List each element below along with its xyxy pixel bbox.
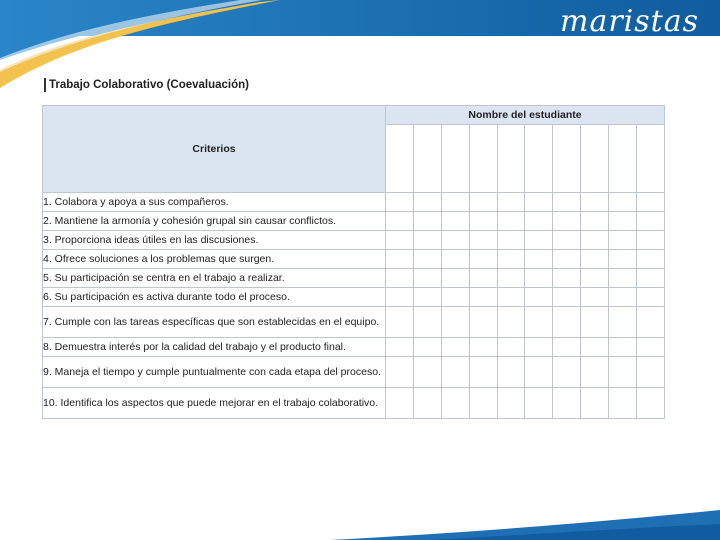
score-cell[interactable]	[553, 338, 581, 357]
student-name-cell[interactable]	[497, 125, 525, 193]
score-cell[interactable]	[553, 250, 581, 269]
score-cell[interactable]	[497, 193, 525, 212]
criterion-text: 4. Ofrece soluciones a los problemas que surgen.	[43, 250, 386, 269]
score-cell[interactable]	[469, 388, 497, 419]
coevaluation-table	[42, 105, 665, 419]
score-cell[interactable]	[609, 388, 637, 419]
criterion-text: 9. Maneja el tiempo y cumple puntualmente con cada etapa del proceso.	[43, 357, 386, 388]
score-cell[interactable]	[413, 388, 441, 419]
score-cell[interactable]	[553, 357, 581, 388]
score-cell[interactable]	[497, 250, 525, 269]
score-cell[interactable]	[441, 338, 469, 357]
score-cell[interactable]	[413, 288, 441, 307]
score-cell[interactable]	[581, 307, 609, 338]
score-cell[interactable]	[386, 231, 414, 250]
score-cell[interactable]	[553, 193, 581, 212]
student-name-cell[interactable]	[441, 125, 469, 193]
score-cell[interactable]	[497, 388, 525, 419]
criteria-body	[43, 193, 665, 419]
score-cell[interactable]	[497, 231, 525, 250]
score-cell[interactable]	[637, 288, 665, 307]
score-cell[interactable]	[386, 357, 414, 388]
score-cell[interactable]	[553, 231, 581, 250]
score-cell[interactable]	[609, 250, 637, 269]
score-cell[interactable]	[525, 388, 553, 419]
criterion-text: 5. Su participación se centra en el trabajo a realizar.	[43, 269, 386, 288]
score-cell[interactable]	[581, 269, 609, 288]
score-cell[interactable]	[637, 212, 665, 231]
score-cell[interactable]	[525, 193, 553, 212]
criterion-text: 8. Demuestra interés por la calidad del trabajo y el producto final.	[43, 338, 386, 357]
score-cell[interactable]	[609, 307, 637, 338]
student-name-header: Nombre del estudiante	[386, 106, 665, 125]
score-cell[interactable]	[637, 250, 665, 269]
score-cell[interactable]	[497, 357, 525, 388]
criterion-row	[43, 193, 665, 212]
student-name-cell[interactable]	[413, 125, 441, 193]
score-cell[interactable]	[637, 307, 665, 338]
score-cell[interactable]	[469, 357, 497, 388]
score-cell[interactable]	[413, 338, 441, 357]
score-cell[interactable]	[637, 269, 665, 288]
score-cell[interactable]	[581, 250, 609, 269]
score-cell[interactable]	[497, 307, 525, 338]
score-cell[interactable]	[581, 193, 609, 212]
score-cell[interactable]	[469, 250, 497, 269]
score-cell[interactable]	[469, 231, 497, 250]
score-cell[interactable]	[441, 307, 469, 338]
document-title: Trabajo Colaborativo (Coevaluación)	[44, 78, 249, 92]
score-cell[interactable]	[413, 212, 441, 231]
student-name-cell[interactable]	[581, 125, 609, 193]
score-cell[interactable]	[386, 269, 414, 288]
criterion-text: 6. Su participación es activa durante todo el proceso.	[43, 288, 386, 307]
score-cell[interactable]	[637, 193, 665, 212]
score-cell[interactable]	[386, 338, 414, 357]
score-cell[interactable]	[581, 357, 609, 388]
criterion-text: 7. Cumple con las tareas específicas que son establecidas en el equipo.	[43, 307, 386, 338]
student-name-cell[interactable]	[386, 125, 414, 193]
criterion-row	[43, 288, 665, 307]
score-cell[interactable]	[441, 357, 469, 388]
score-cell[interactable]	[413, 357, 441, 388]
criterion-row	[43, 307, 665, 338]
score-cell[interactable]	[413, 307, 441, 338]
score-cell[interactable]	[441, 193, 469, 212]
criterion-text: 3. Proporciona ideas útiles en las discusiones.	[43, 231, 386, 250]
student-name-cell[interactable]	[609, 125, 637, 193]
score-cell[interactable]	[609, 193, 637, 212]
student-name-cell[interactable]	[525, 125, 553, 193]
score-cell[interactable]	[553, 288, 581, 307]
score-cell[interactable]	[609, 288, 637, 307]
criterion-row	[43, 250, 665, 269]
score-cell[interactable]	[441, 269, 469, 288]
score-cell[interactable]	[413, 193, 441, 212]
maristas-logo: maristas	[560, 4, 700, 39]
score-cell[interactable]	[525, 250, 553, 269]
criterion-row	[43, 357, 665, 388]
score-cell[interactable]	[441, 250, 469, 269]
criterion-row	[43, 269, 665, 288]
score-cell[interactable]	[469, 269, 497, 288]
score-cell[interactable]	[609, 338, 637, 357]
score-cell[interactable]	[386, 193, 414, 212]
score-cell[interactable]	[609, 357, 637, 388]
criterion-row	[43, 212, 665, 231]
criterion-row	[43, 338, 665, 357]
score-cell[interactable]	[637, 388, 665, 419]
score-cell[interactable]	[386, 288, 414, 307]
score-cell[interactable]	[637, 231, 665, 250]
footer-band	[0, 500, 720, 540]
score-cell[interactable]	[386, 250, 414, 269]
score-cell[interactable]	[609, 269, 637, 288]
score-cell[interactable]	[386, 388, 414, 419]
score-cell[interactable]	[637, 338, 665, 357]
score-cell[interactable]	[525, 269, 553, 288]
table-header-row	[43, 106, 665, 125]
score-cell[interactable]	[581, 231, 609, 250]
criterion-row	[43, 231, 665, 250]
score-cell[interactable]	[469, 193, 497, 212]
score-cell[interactable]	[469, 212, 497, 231]
criterion-row	[43, 388, 665, 419]
criterion-text: 2. Mantiene la armonía y cohesión grupal sin causar conflictos.	[43, 212, 386, 231]
criterion-text: 1. Colabora y apoya a sus compañeros.	[43, 193, 386, 212]
score-cell[interactable]	[469, 338, 497, 357]
score-cell[interactable]	[525, 288, 553, 307]
score-cell[interactable]	[413, 269, 441, 288]
score-cell[interactable]	[581, 288, 609, 307]
score-cell[interactable]	[581, 212, 609, 231]
criterion-text: 10. Identifica los aspectos que puede mejorar en el trabajo colaborativo.	[43, 388, 386, 419]
score-cell[interactable]	[609, 212, 637, 231]
score-cell[interactable]	[386, 212, 414, 231]
score-cell[interactable]	[497, 288, 525, 307]
score-cell[interactable]	[469, 288, 497, 307]
score-cell[interactable]	[525, 212, 553, 231]
score-cell[interactable]	[609, 231, 637, 250]
score-cell[interactable]	[441, 231, 469, 250]
score-cell[interactable]	[386, 307, 414, 338]
score-cell[interactable]	[581, 388, 609, 419]
score-cell[interactable]	[525, 231, 553, 250]
score-cell[interactable]	[553, 307, 581, 338]
score-cell[interactable]	[497, 338, 525, 357]
score-cell[interactable]	[413, 231, 441, 250]
score-cell[interactable]	[525, 338, 553, 357]
score-cell[interactable]	[469, 307, 497, 338]
score-cell[interactable]	[637, 357, 665, 388]
student-name-cell[interactable]	[469, 125, 497, 193]
score-cell[interactable]	[525, 357, 553, 388]
score-cell[interactable]	[497, 212, 525, 231]
score-cell[interactable]	[441, 388, 469, 419]
score-cell[interactable]	[581, 338, 609, 357]
score-cell[interactable]	[525, 307, 553, 338]
score-cell[interactable]	[553, 212, 581, 231]
criteria-header: Criterios	[43, 106, 386, 193]
score-cell[interactable]	[441, 212, 469, 231]
student-name-cell[interactable]	[553, 125, 581, 193]
score-cell[interactable]	[553, 269, 581, 288]
score-cell[interactable]	[553, 388, 581, 419]
score-cell[interactable]	[441, 288, 469, 307]
score-cell[interactable]	[497, 269, 525, 288]
score-cell[interactable]	[413, 250, 441, 269]
student-name-cell[interactable]	[637, 125, 665, 193]
